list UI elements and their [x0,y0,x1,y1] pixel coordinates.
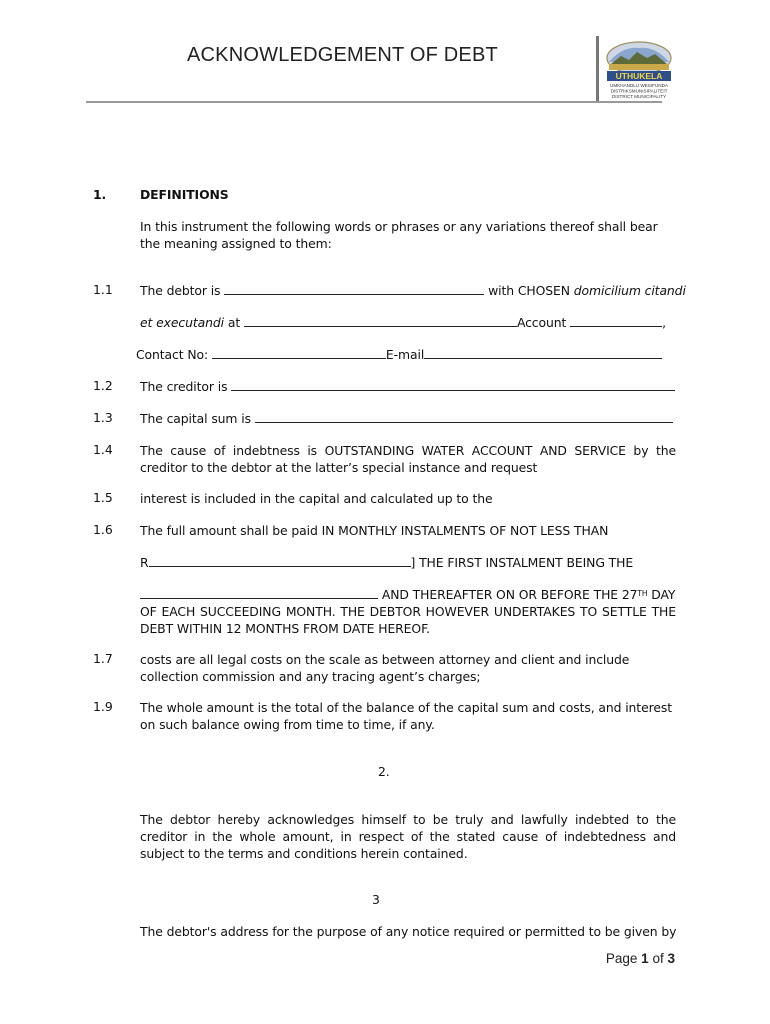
address-blank [244,314,517,327]
account-blank [570,314,662,327]
clause-1-6-line-1: The full amount shall be paid IN MONTHLY INSTALMENTS OF NOT LESS THAN [140,523,609,538]
first-instalment-date-blank [140,586,378,599]
header-divider-horizontal [86,101,662,103]
email-label: E-mail [385,347,425,362]
section-2-text: The debtor hereby acknowledges himself to be truly and lawfully indebted to the creditor in the whole amount, in respect of the stated cause of indebtedness and subject to the terms and conditions herein contained. [140,812,676,861]
instalment-amount-blank [149,554,411,567]
clause-1-3-number: 1.3 [93,410,113,425]
account-label: Account [516,315,567,330]
page-indicator [606,951,675,966]
document-title: ACKNOWLEDGEMENT OF DEBT [187,44,498,66]
clause-1-9-number: 1.9 [93,699,113,714]
contact-blank [212,346,386,359]
section-2-number: 2. [378,764,390,779]
clause-1-6-line-2 [140,554,633,571]
clause-1-5-text: interest is included in the capital and calculated up to the [140,491,493,506]
clause-1-1-line-1 [140,282,685,299]
rand-label: R [140,555,149,570]
contact-label: Contact No: [136,347,209,362]
clause-1-7-number: 1.7 [93,651,113,666]
page-label: Page [605,951,638,966]
clause-1-4-text: The cause of indebtness is OUTSTANDING WATER ACCOUNT AND SERVICE by the creditor to the debtor at the latter’s special instance and request [140,443,676,475]
email-blank [424,346,662,359]
clause-1-6-rest: OF EACH SUCCEEDING MONTH. THE DEBTOR HOWEVER UNDERTAKES TO SETTLE THE DEBT WITHIN 12 MONTHS FROM DATE HEREOF. [140,604,676,636]
clause-1-9-text: The whole amount is the total of the balance of the capital sum and costs, and interest on such balance owing from time to time, if any. [140,700,672,732]
day-label: DAY [647,587,676,602]
section-1-intro: In this instrument the following words or phrases or any variations thereof shall bear the meaning assigned to them: [140,219,658,251]
clause-1-1-line-3 [136,346,681,363]
page-current: 1 [641,951,649,966]
clause-1-7-text: costs are all legal costs on the scale as between attorney and client and include collection commission and any tracing agent’s charges; [140,652,630,684]
first-instalment-label: ] THE FIRST INSTALMENT BEING THE [410,555,634,570]
chosen-label: with CHOSEN [488,283,570,298]
at-label: at [227,315,241,330]
section-1-heading: DEFINITIONS [140,187,229,202]
clause-1-3-text: The capital sum is [140,410,673,427]
logo-line-2: DISTRIKSMUNISIPALITEIT [610,88,668,94]
thereafter-label: AND THEREAFTER ON OR BEFORE THE 27 [381,587,638,602]
section-1-number: 1. [93,187,107,202]
clause-1-4-number: 1.4 [93,442,113,457]
section-3-text: The debtor's address for the purpose of any notice required or permitted to be given by [140,924,677,939]
clause-1-1-line-2 [140,314,685,331]
clause-1-6-line-3 [140,586,675,603]
debtor-label: The debtor is [140,283,221,298]
page-total: 3 [667,951,675,966]
logo-line-1: UMKHANDLU WESIFUNDA [610,83,668,88]
clause-1-2-number: 1.2 [93,378,113,393]
section-3-number: 3 [372,892,380,907]
creditor-blank [231,378,675,391]
capital-sum-blank [255,410,673,423]
domicilium-label: domicilium citandi [573,283,686,298]
municipality-logo [603,38,675,104]
page-of: of [652,951,664,966]
logo-name: UTHUKELA [615,71,663,81]
clause-1-2-text: The creditor is [140,378,675,395]
executandi-label: et executandi [140,315,224,330]
clause-1-6-number: 1.6 [93,522,113,537]
account-end: , [662,315,666,330]
clause-1-5-number: 1.5 [93,490,113,505]
th-superscript: TH [637,589,648,598]
clause-1-1-number: 1.1 [93,282,113,297]
logo-line-3: DISTRICT MUNICIPALITY [611,94,667,99]
debtor-name-blank [224,282,484,295]
header-divider-vertical [596,36,599,102]
